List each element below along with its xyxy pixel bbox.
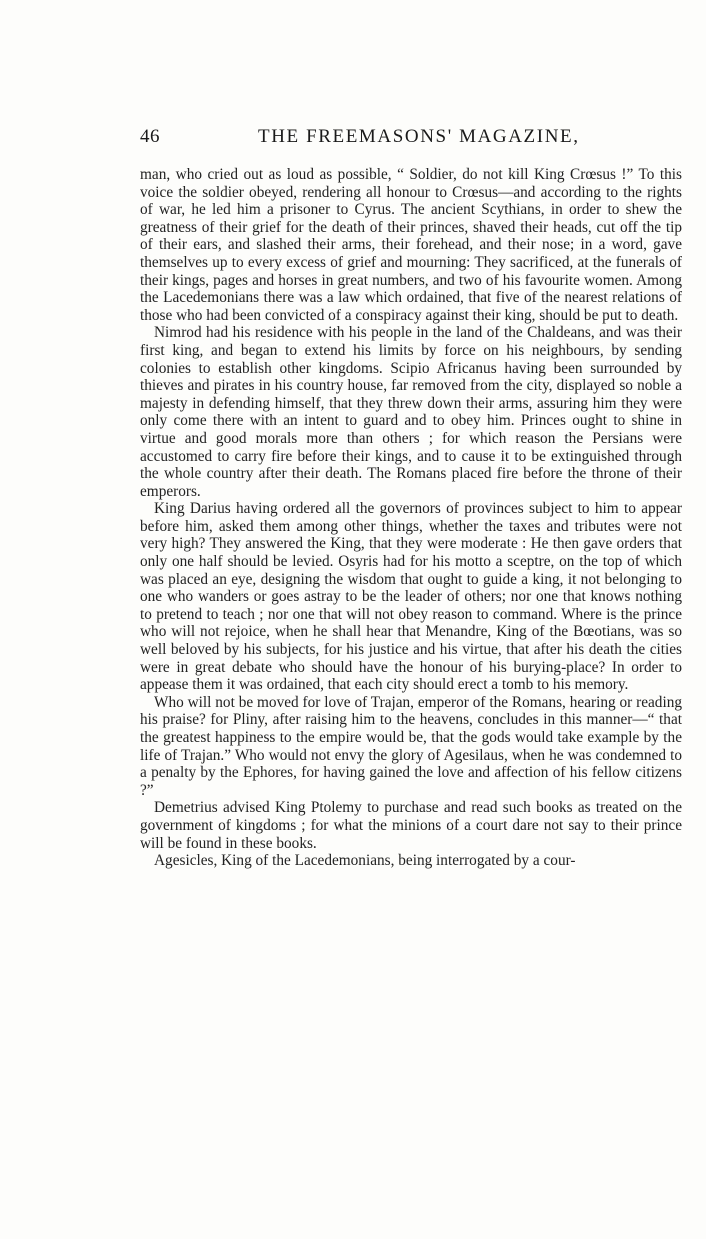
paragraph: King Darius having ordered all the governors of provinces subject to him to appear before him, asked them among other things, whether the taxes and tributes were not very high? They answered the King, that they were moderate : He then gave orders that only one half should be levied. Osyris had for his motto a sceptre, on the top of which was placed an eye, designing the wisdom that ought to guide a king, it not belonging to one who wanders or goes astray to be the leader of others; nor one that knows nothing to pretend to teach ; nor one that will not obey reason to command. Where is the prince who will not rejoice, when he shall hear that Menandre, King of the Bœotians, was so well beloved by his subjects, for his justice and his virtue, that after his death the cities were in great debate who should have the honour of his burying-place? In order to appease them it was ordained, that each city should erect a tomb to his memory. bbox=[140, 500, 682, 694]
paragraph: man, who cried out as loud as possible, “ Soldier, do not kill King Crœsus !” To this voice the soldier obeyed, rendering all honour to Crœsus—and according to the rights of war, he led him a prisoner to Cyrus. The ancient Scythians, in order to shew the greatness of their grief for the death of their princes, shaved their heads, cut off the tip of their ears, and slashed their arms, their forehead, and their nose; in a word, gave themselves up to every excess of grief and mourning: They sacrificed, at the funerals of their kings, pages and horses in great numbers, and two of his favourite women. Among the Lacedemonians there was a law which ordained, that five of the nearest relations of those who had been convicted of a conspiracy against their king, should be put to death. bbox=[140, 166, 682, 324]
running-title: THE FREEMASONS' MAGAZINE, bbox=[258, 126, 580, 147]
page-header bbox=[140, 126, 680, 156]
paragraph: Who will not be moved for love of Trajan, emperor of the Romans, hearing or reading his praise? for Pliny, after raising him to the heavens, concludes in this manner—“ that the greatest happiness to the empire would be, that the gods would take example by the life of Trajan.” Who would not envy the glory of Agesilaus, when he was condemned to a penalty by the Ephores, for having gained the love and affection of his fellow citizens ?” bbox=[140, 693, 682, 799]
page-number: 46 bbox=[140, 126, 160, 147]
paragraph: Demetrius advised King Ptolemy to purchase and read such books as treated on the government of kingdoms ; for what the minions of a court dare not say to their prince will be found in these books. bbox=[140, 799, 682, 852]
body-text bbox=[140, 166, 682, 870]
paragraph: Nimrod had his residence with his people in the land of the Chaldeans, and was their first king, and began to extend his limits by force on his neighbours, by sending colonies to establish other kingdoms. Scipio Africanus having been surrounded by thieves and pirates in his country house, far removed from the city, displayed so noble a majesty in defending himself, that they threw down their arms, assuring him they were only come there with an intent to guard and to obey him. Princes ought to shine in virtue and good morals more than others ; for which reason the Persians were accustomed to carry fire before their kings, and to cause it to be extinguished through the whole country after their death. The Romans placed fire before the throne of their emperors. bbox=[140, 324, 682, 500]
paragraph: Agesicles, King of the Lacedemonians, being interrogated by a cour- bbox=[154, 852, 576, 870]
